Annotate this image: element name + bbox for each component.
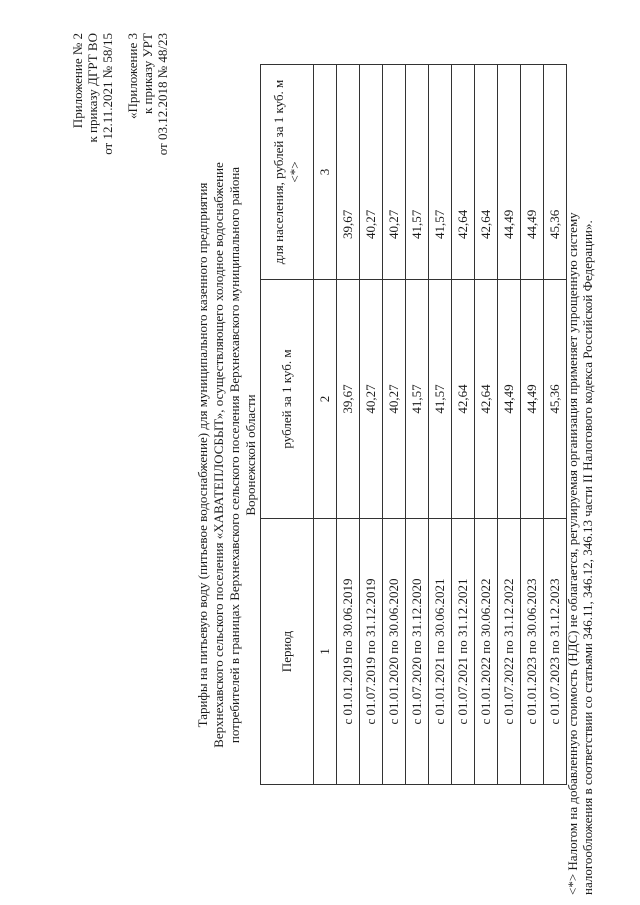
table-row	[337, 65, 360, 785]
cell-population: 41,57	[406, 65, 429, 280]
table-header-row	[261, 65, 314, 785]
cell-population: 40,27	[360, 65, 383, 280]
table-row	[452, 65, 475, 785]
cell-population: 42,64	[475, 65, 498, 280]
prev-appendix-line-3: от 03.12.2018 № 48/23	[155, 33, 170, 156]
header-rub: рублей за 1 куб. м	[261, 280, 314, 519]
cell-rub: 42,64	[475, 280, 498, 519]
cell-period: с 01.07.2021 по 31.12.2021	[452, 519, 475, 785]
table-row	[429, 65, 452, 785]
title-line-4: Воронежской области	[243, 394, 258, 516]
column-number-3: 3	[314, 65, 337, 280]
cell-rub: 44,49	[521, 280, 544, 519]
cell-rub: 41,57	[406, 280, 429, 519]
cell-period: с 01.07.2023 по 31.12.2023	[544, 519, 567, 785]
cell-period: с 01.01.2022 по 30.06.2022	[475, 519, 498, 785]
cell-period: с 01.01.2023 по 30.06.2023	[521, 519, 544, 785]
title-line-3: потребителей в границах Верхнехавского сельского поселения Верхнехавского муниципального района	[227, 166, 242, 744]
table-row	[521, 65, 544, 785]
table-row	[383, 65, 406, 785]
cell-population: 40,27	[383, 65, 406, 280]
cell-period: с 01.07.2020 по 31.12.2020	[406, 519, 429, 785]
cell-rub: 40,27	[360, 280, 383, 519]
cell-rub: 45,36	[544, 280, 567, 519]
cell-period: с 01.07.2022 по 31.12.2022	[498, 519, 521, 785]
prev-appendix-line-2: к приказу УРТ	[140, 33, 155, 115]
cell-period: с 01.01.2019 по 30.06.2019	[337, 519, 360, 785]
table-column-numbers-row	[314, 65, 337, 785]
table-row	[406, 65, 429, 785]
appendix-line-1: Приложение № 2	[70, 33, 85, 129]
title-line-1: Тарифы на питьевую воду (питьевое водоснабжение) для муниципального казенного предприятия	[195, 182, 210, 728]
cell-period: с 01.07.2019 по 31.12.2019	[360, 519, 383, 785]
prev-appendix-line-1: «Приложение 3	[125, 33, 140, 120]
footnote-line-2: налогообложения в соответствии со статьями 346.11, 346.12, 346.13 части II Налогового кодекса Российской Федерации».	[580, 220, 595, 895]
cell-rub: 42,64	[452, 280, 475, 519]
title-line-2: Верхнехавского сельского поселения «ХАВАТЕПЛОСБЫТ», осуществляющего холодное водоснабжение	[211, 162, 226, 748]
column-number-2: 2	[314, 280, 337, 519]
appendix-line-3: от 12.11.2021 № 58/15	[100, 33, 115, 155]
cell-rub: 41,57	[429, 280, 452, 519]
cell-population: 44,49	[521, 65, 544, 280]
header-population: для населения, рублей за 1 куб. м <*>	[261, 65, 314, 280]
table-row	[544, 65, 567, 785]
table-row	[360, 65, 383, 785]
cell-period: с 01.01.2020 по 30.06.2020	[383, 519, 406, 785]
header-period: Период	[261, 519, 314, 785]
table-row	[475, 65, 498, 785]
cell-population: 41,57	[429, 65, 452, 280]
cell-population: 44,49	[498, 65, 521, 280]
cell-population: 39,67	[337, 65, 360, 280]
cell-rub: 39,67	[337, 280, 360, 519]
cell-population: 45,36	[544, 65, 567, 280]
cell-rub: 44,49	[498, 280, 521, 519]
appendix-line-2: к приказу ДГРТ ВО	[85, 33, 100, 143]
footnote-line-1: <*> Налогом на добавленную стоимость (НДС) не облагается, регулируемая организация применяет упрощенную систему	[565, 212, 580, 895]
cell-rub: 40,27	[383, 280, 406, 519]
cell-population: 42,64	[452, 65, 475, 280]
column-number-1: 1	[314, 519, 337, 785]
tariff-table	[260, 64, 567, 785]
cell-period: с 01.01.2021 по 30.06.2021	[429, 519, 452, 785]
table-row	[498, 65, 521, 785]
